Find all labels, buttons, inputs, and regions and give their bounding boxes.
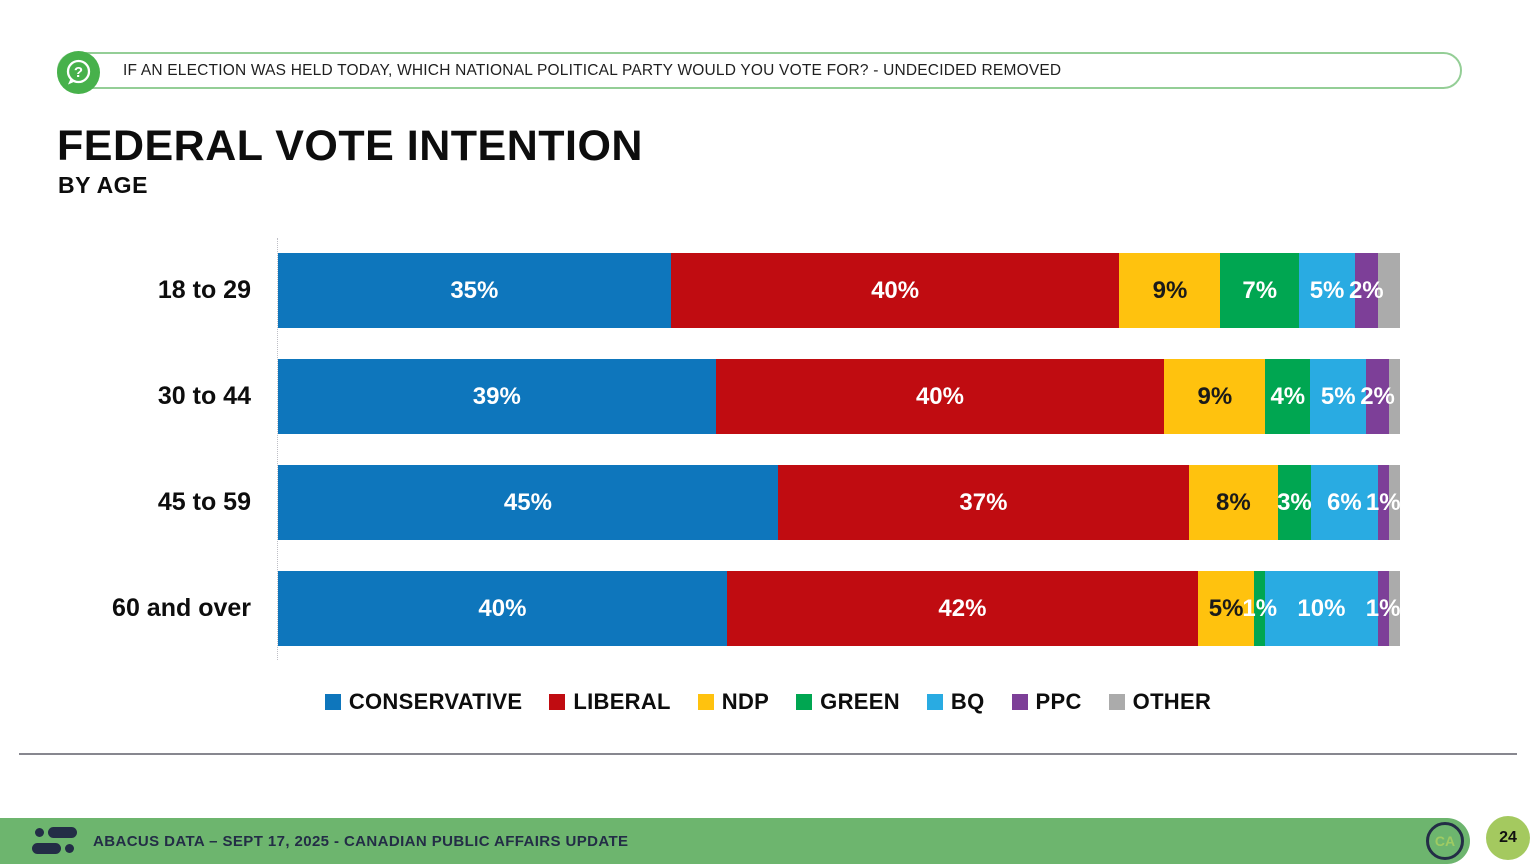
stacked-bar [278, 359, 1400, 434]
bar-segment-liberal [671, 253, 1120, 328]
bar-segment-ppc [1365, 465, 1401, 540]
bar-segment-value: 40% [478, 594, 527, 622]
bar-segment-green [1220, 253, 1299, 328]
chart-row [57, 253, 1400, 328]
bar-segment-value: 9% [1152, 276, 1188, 304]
chart-row [57, 359, 1400, 434]
legend-item-conservative [325, 689, 523, 715]
bar-segment-value: 40% [871, 276, 920, 304]
stacked-bar [278, 571, 1400, 646]
page-number-badge: 24 [1486, 816, 1530, 860]
bar-segment-value: 40% [915, 382, 964, 410]
bar-segment-liberal [778, 465, 1189, 540]
bar-segment-value: 39% [472, 382, 521, 410]
bar-segment-bq [1310, 359, 1366, 434]
bar-segment-value: 9% [1197, 382, 1233, 410]
bar-segment-bq [1265, 571, 1377, 646]
bar-segment-conservative [278, 359, 716, 434]
bar-segment-conservative [278, 465, 778, 540]
bar-segment-ppc [1365, 571, 1401, 646]
bar-segment-value: 8% [1215, 488, 1251, 516]
legend-item-other [1109, 689, 1212, 715]
bar-segment-value: 5% [1208, 594, 1244, 622]
bar-segment-value: 6% [1327, 488, 1362, 516]
bar-segment-value: 37% [959, 488, 1008, 516]
bar-segment-value: 4% [1270, 382, 1306, 410]
bar-segment-ppc [1360, 359, 1395, 434]
abacus-data-logo-icon [30, 826, 80, 856]
bar-segment-value: 5% [1309, 276, 1345, 304]
bar-segment-value: 3% [1277, 488, 1312, 516]
bar-segment-value: 2% [1360, 382, 1395, 410]
legend-item-bq [927, 689, 985, 715]
bar-segment-green [1265, 359, 1310, 434]
legend-item-ppc [1012, 689, 1082, 715]
category-label: 45 to 59 [157, 488, 251, 516]
page-subtitle: BY AGE [58, 172, 148, 198]
legend-label: NDP [721, 689, 770, 714]
legend-label: GREEN [820, 689, 900, 714]
bar-segment-conservative [278, 253, 671, 328]
legend-swatch-icon [1012, 694, 1028, 710]
chart-row [57, 465, 1400, 540]
footer-source-text: ABACUS DATA – SEPT 17, 2025 - CANADIAN PUBLIC AFFAIRS UPDATE [93, 832, 629, 850]
legend-label: CONSERVATIVE [348, 689, 523, 714]
category-label: 18 to 29 [157, 276, 251, 304]
category-label: 30 to 44 [157, 382, 251, 410]
legend-swatch-icon [549, 694, 565, 710]
footer-bar [0, 818, 1470, 864]
bar-segment-value: 7% [1242, 276, 1278, 304]
bar-segment-value: 1% [1365, 594, 1401, 622]
bar-segment-green [1278, 465, 1311, 540]
question-mark-icon [57, 51, 100, 94]
bar-segment-ndp [1164, 359, 1265, 434]
legend-label: PPC [1035, 689, 1082, 714]
legend-label: BQ [950, 689, 985, 714]
legend [0, 689, 1536, 715]
legend-swatch-icon [796, 694, 812, 710]
bar-segment-value: 45% [503, 488, 552, 516]
stacked-bar [278, 253, 1400, 328]
bar-segment-ndp [1119, 253, 1220, 328]
legend-swatch-icon [698, 694, 714, 710]
legend-label: OTHER [1132, 689, 1212, 714]
legend-item-green [796, 689, 900, 715]
divider-line [19, 753, 1517, 755]
bar-segment-value: 1% [1365, 488, 1401, 516]
bar-segment-liberal [727, 571, 1198, 646]
page-title: FEDERAL VOTE INTENTION [57, 122, 643, 170]
chart-row [57, 571, 1400, 646]
bar-segment-value: 5% [1320, 382, 1356, 410]
legend-item-liberal [549, 689, 670, 715]
legend-swatch-icon [325, 694, 341, 710]
question-banner [57, 52, 1462, 89]
bar-segment-value: 42% [938, 594, 987, 622]
bar-segment-value: 2% [1348, 276, 1384, 304]
legend-item-ndp [698, 689, 769, 715]
bar-segment-conservative [278, 571, 727, 646]
bar-segment-ndp [1189, 465, 1278, 540]
ca-badge-icon: CA [1426, 822, 1464, 860]
bar-segment-bq [1299, 253, 1355, 328]
category-label: 60 and over [112, 594, 251, 622]
legend-swatch-icon [1109, 694, 1125, 710]
bar-segment-value: 1% [1242, 594, 1278, 622]
chart [57, 238, 1400, 660]
bar-segment-value: 35% [450, 276, 499, 304]
stacked-bar [278, 465, 1400, 540]
legend-label: LIBERAL [573, 689, 671, 714]
bar-segment-ppc [1348, 253, 1384, 328]
bar-segment-green [1242, 571, 1278, 646]
legend-swatch-icon [927, 694, 943, 710]
question-text: IF AN ELECTION WAS HELD TODAY, WHICH NATIONAL POLITICAL PARTY WOULD YOU VOTE FOR? - UNDECIDED REMOVED [123, 61, 1062, 79]
bar-segment-value: 10% [1297, 594, 1346, 622]
bar-segment-liberal [716, 359, 1165, 434]
svg-text:?: ? [73, 64, 84, 81]
